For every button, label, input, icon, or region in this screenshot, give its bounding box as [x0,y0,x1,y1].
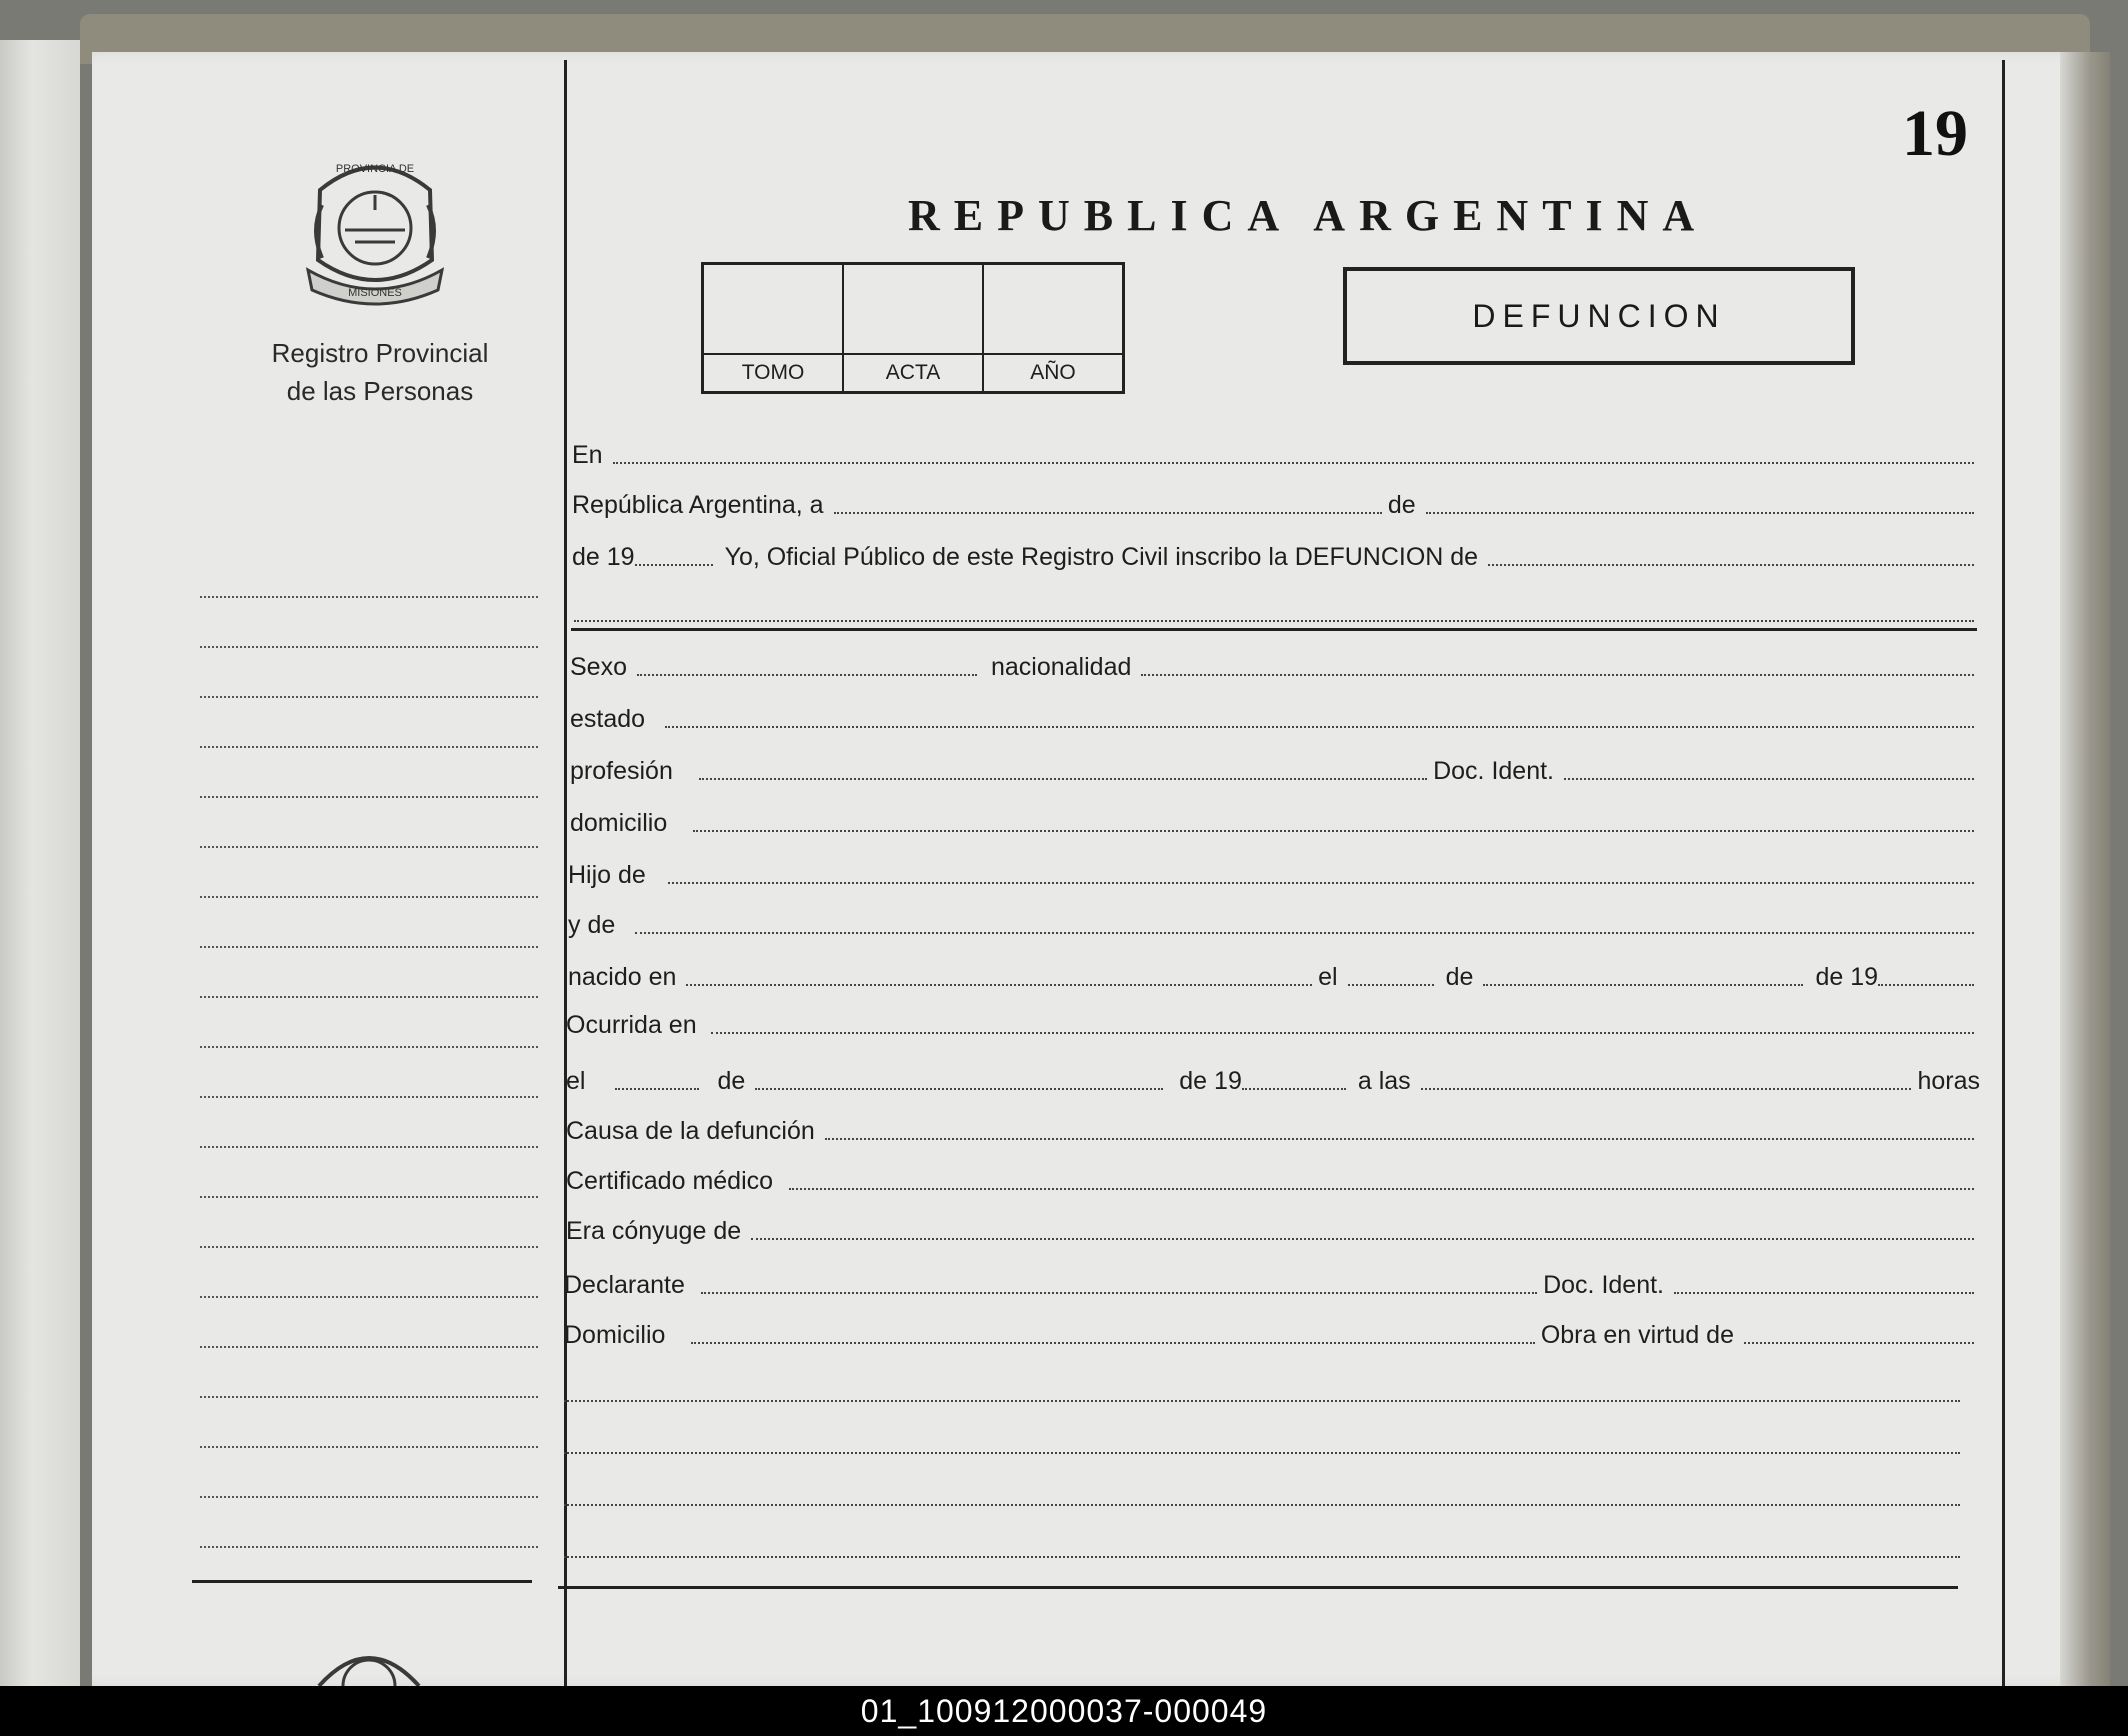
label-domicilio-decl: Domicilio [564,1321,666,1349]
field-declarante[interactable] [701,1292,1537,1294]
field-conyuge[interactable] [751,1238,1974,1240]
stub-line[interactable] [200,646,538,648]
field-anio-nac[interactable] [1878,984,1974,986]
stub-line[interactable] [200,796,538,798]
label-certificado: Certificado médico [566,1167,774,1195]
label-el-def: el [566,1067,586,1095]
scan-id-band [0,1686,2128,1736]
field-mes-def[interactable] [755,1088,1163,1090]
label-de-mes-nac: de [1445,963,1474,991]
provincial-seal-next-icon [304,1640,434,1686]
tomo-label: TOMO [704,353,842,385]
field-causa[interactable] [825,1138,1974,1140]
field-dia[interactable] [834,512,1382,514]
label-de-def: de [717,1067,746,1095]
label-hijo-de: Hijo de [568,861,646,889]
stub-end-rule [192,1580,532,1583]
row-declarante [564,1270,1980,1300]
stub-line[interactable] [200,996,538,998]
stub-line[interactable] [200,1146,538,1148]
field-lugar-defuncion[interactable] [711,1032,1974,1034]
scan-id: 01_100912000037-000049 [860,1692,1268,1729]
label-y-de: y de [568,911,616,939]
stub-line[interactable] [200,596,538,598]
row-certificado [566,1166,1980,1196]
book-cover-edge [2060,52,2110,1686]
stub-line[interactable] [200,896,538,898]
field-fallecido[interactable] [1488,564,1974,566]
field-observaciones[interactable] [564,1556,1960,1558]
field-mes-nac[interactable] [1483,984,1803,986]
page-title: REPUBLICA ARGENTINA [908,191,1709,240]
field-sexo[interactable] [637,674,977,676]
tomo-cell[interactable] [704,265,844,391]
page-number: 19 [1902,97,1968,170]
label-estado: estado [570,705,646,733]
label-yo-oficial: Yo, Oficial Público de este Registro Civil inscribo la DEFUNCION de [724,543,1479,571]
row-causa [566,1116,1980,1146]
field-dia-def[interactable] [615,1088,699,1090]
registry-line1: Registro Provincial [271,338,489,368]
svg-text:PROVINCIA DE: PROVINCIA DE [335,163,415,175]
field-domicilio-decl[interactable] [691,1342,1534,1344]
stub-line[interactable] [200,1096,538,1098]
right-margin-rule [2002,60,2005,1686]
row-domicilio-decl [564,1320,1980,1350]
label-a-las: a las [1357,1067,1411,1095]
field-mes[interactable] [1426,512,1974,514]
stub-line[interactable] [200,696,538,698]
field-obra[interactable] [1744,1342,1974,1344]
field-padre[interactable] [668,882,1974,884]
field-en[interactable] [613,462,1974,464]
label-nacionalidad: nacionalidad [990,653,1132,681]
stub-line[interactable] [200,1196,538,1198]
field-doc-ident[interactable] [1564,778,1974,780]
acta-cell[interactable] [844,265,984,391]
stub-line[interactable] [200,1446,538,1448]
label-en: En [572,441,603,469]
anio-cell[interactable] [984,265,1122,391]
stub-divider [564,60,567,1686]
field-domicilio[interactable] [693,830,1974,832]
stub-line[interactable] [200,846,538,848]
field-doc-ident-decl[interactable] [1674,1292,1974,1294]
row-inscribo [572,542,1980,572]
label-de: de [1387,491,1416,519]
field-anio[interactable] [635,564,713,566]
stub-line[interactable] [200,946,538,948]
field-observaciones[interactable] [564,1452,1960,1454]
row-y-de [568,910,1980,940]
label-doc-ident-decl: Doc. Ident. [1543,1271,1664,1299]
label-doc-ident: Doc. Ident. [1433,757,1554,785]
registry-name [200,334,560,410]
field-fallecido-cont[interactable] [574,620,1974,622]
row-fecha-defuncion [566,1066,1980,1096]
row-en [572,440,1980,470]
label-profesion: profesión [570,757,673,785]
label-nacido-en: nacido en [568,963,677,991]
row-hijo-de [568,860,1980,890]
row-republica [572,490,1980,520]
label-horas: horas [1917,1067,1980,1095]
field-profesion[interactable] [699,778,1427,780]
label-republica: República Argentina, a [572,491,824,519]
anio-label: AÑO [984,353,1122,385]
label-declarante: Declarante [564,1271,685,1299]
field-observaciones[interactable] [564,1400,1960,1402]
act-type-box: DEFUNCION [1343,267,1855,365]
label-de19-def: de 19 [1179,1067,1242,1095]
label-ocurrida-en: Ocurrida en [566,1011,697,1039]
row-ocurrida [566,1010,1980,1040]
label-causa: Causa de la defunción [566,1117,815,1145]
stub-line[interactable] [200,1496,538,1498]
row-conyuge [566,1216,1980,1246]
label-el: el [1318,963,1338,991]
stub-line[interactable] [200,1396,538,1398]
stub-line[interactable] [200,746,538,748]
stub-line[interactable] [200,1296,538,1298]
acta-label: ACTA [844,353,982,385]
stub-line[interactable] [200,1246,538,1248]
field-madre[interactable] [635,932,1974,934]
field-lugar-nacimiento[interactable] [686,984,1312,986]
label-de19: de 19 [572,543,635,571]
field-certificado[interactable] [789,1188,1974,1190]
label-obra: Obra en virtud de [1540,1321,1734,1349]
record-reference-table [701,262,1125,394]
label-conyuge: Era cónyuge de [566,1217,742,1245]
field-observaciones[interactable] [564,1504,1960,1506]
facing-page-edge [0,40,80,1686]
stub-line[interactable] [200,1346,538,1348]
row-profesion [570,756,1980,786]
header-rule [571,628,1977,631]
provincial-seal-icon [300,150,450,310]
label-de19-nac: de 19 [1815,963,1878,991]
registry-line2: de las Personas [286,376,474,406]
field-hora[interactable] [1421,1088,1912,1090]
field-anio-def[interactable] [1242,1088,1346,1090]
label-sexo: Sexo [570,653,627,681]
label-domicilio: domicilio [570,809,668,837]
row-sexo [570,652,1980,682]
field-dia-nac[interactable] [1348,984,1434,986]
field-estado[interactable] [665,726,1974,728]
svg-text:MISIONES: MISIONES [348,287,402,299]
row-estado [570,704,1980,734]
form-end-rule [558,1586,1958,1589]
row-nacido [568,962,1980,992]
field-nacionalidad[interactable] [1141,674,1974,676]
stub-line[interactable] [200,1046,538,1048]
stub-line[interactable] [200,1546,538,1548]
row-domicilio [570,808,1980,838]
